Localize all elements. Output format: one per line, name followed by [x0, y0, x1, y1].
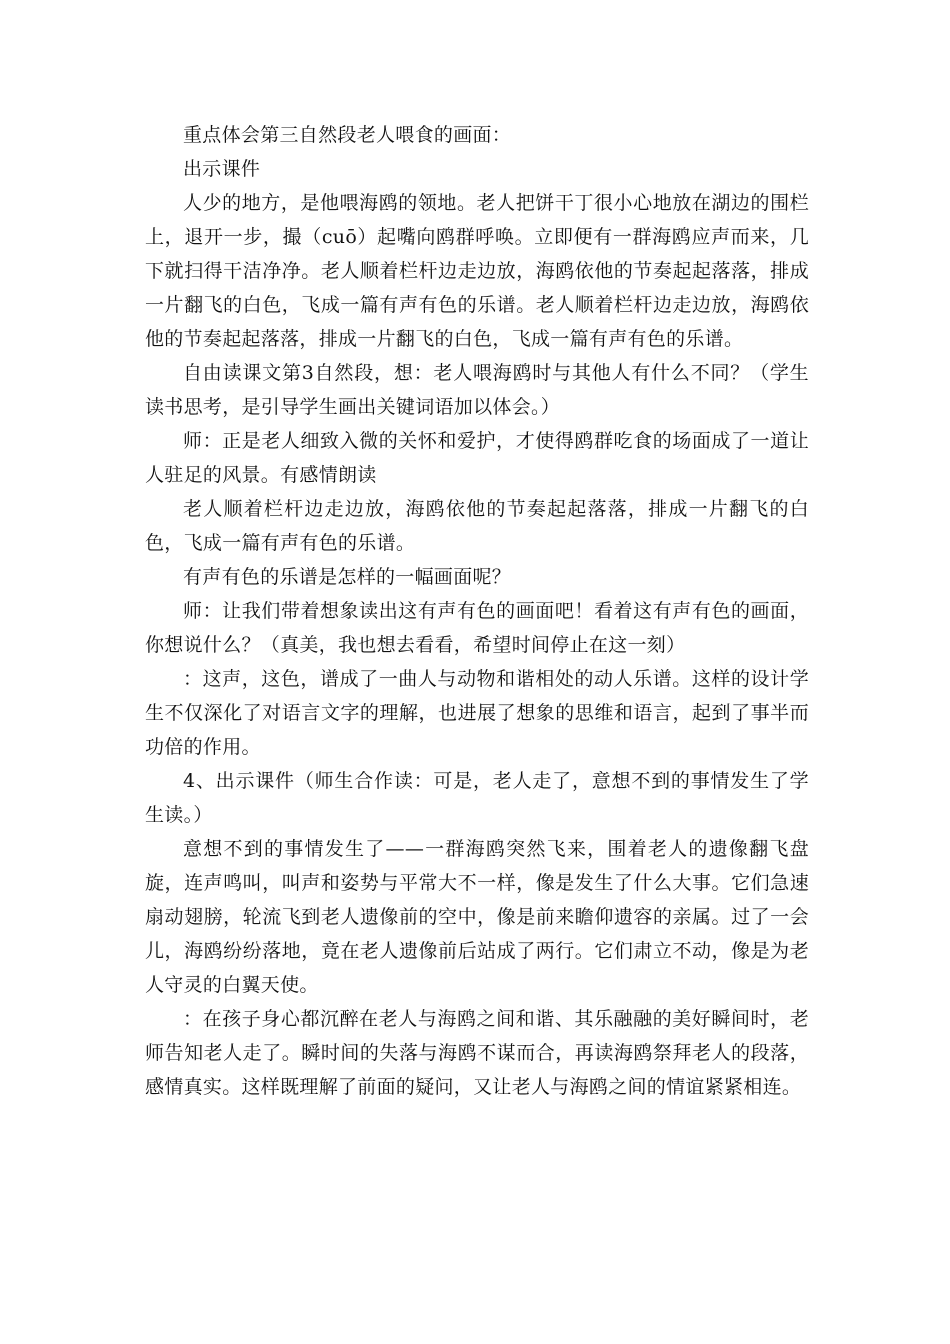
paragraph-focus-heading: 重点体会第三自然段老人喂食的画面：	[183, 124, 512, 146]
paragraph-step-4: 4、出示课件（师生合作读：可是，老人走了，意想不到的事情发生了学生读。）	[145, 770, 809, 826]
paragraph-show-courseware: 出示课件	[183, 158, 261, 180]
paragraph-question: 有声有色的乐谱是怎样的一幅画面呢？	[183, 566, 512, 588]
paragraph-teacher-imagine: 师：让我们带着想象读出这有声有色的画面吧！看着这有声有色的画面，你想说什么？（真美，我也想去看看，希望时间停止在这一刻）	[145, 600, 809, 656]
paragraph-reading-excerpt: 老人顺着栏杆边走边放，海鸥依他的节奏起起落落，排成一片翻飞的白色，飞成一篇有声有色的乐谱。	[145, 498, 809, 554]
paragraph-closing-comment: ：在孩子身心都沉醉在老人与海鸥之间和谐、其乐融融的美好瞬间时，老师告知老人走了。瞬时间的失落与海鸥不谋而合，再读海鸥祭拜老人的段落，感情真实。这样既理解了前面的疑问，又让老人与海鸥之间的情谊紧紧相连。	[145, 1008, 809, 1098]
paragraph-unexpected-event: 意想不到的事情发生了——一群海鸥突然飞来，围着老人的遗像翻飞盘旋，连声鸣叫，叫声和姿势与平常大不一样，像是发生了什么大事。它们急速扇动翅膀，轮流飞到老人遗像前的空中，像是前来瞻仰遗容的亲属。过了一会儿，海鸥纷纷落地，竟在老人遗像前后站成了两行。它们肃立不动，像是为老人守灵的白翼天使。	[145, 838, 809, 996]
document-body	[145, 118, 809, 1104]
paragraph-teacher-care: 师：正是老人细致入微的关怀和爱护，才使得鸥群吃食的场面成了一道让人驻足的风景。有感情朗读	[145, 430, 809, 486]
paragraph-feeding-passage: 人少的地方，是他喂海鸥的领地。老人把饼干丁很小心地放在湖边的围栏上，退开一步，撮（cuō）起嘴向鸥群呼唤。立即便有一群海鸥应声而来，几下就扫得干洁净净。老人顺着栏杆边走边放，海鸥依他的节奏起起落落，排成一片翻飞的白色，飞成一篇有声有色的乐谱。老人顺着栏杆边走边放，海鸥依他的节奏起起落落，排成一片翻飞的白色，飞成一篇有声有色的乐谱。	[145, 192, 809, 350]
paragraph-free-reading: 自由读课文第3自然段，想：老人喂海鸥时与其他人有什么不同？（学生读书思考，是引导学生画出关键词语加以体会。）	[145, 362, 809, 418]
paragraph-design-comment: ：这声，这色，谱成了一曲人与动物和谐相处的动人乐谱。这样的设计学生不仅深化了对语言文字的理解，也进展了想象的思维和语言，起到了事半而功倍的作用。	[145, 668, 809, 758]
